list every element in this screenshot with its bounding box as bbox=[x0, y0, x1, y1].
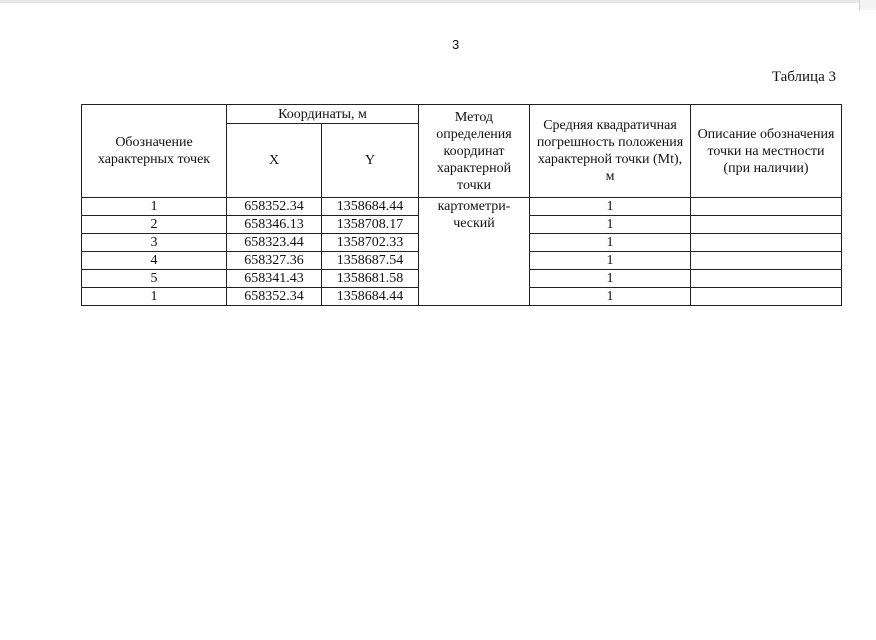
page-corner bbox=[859, 0, 876, 10]
cell-y: 1358687.54 bbox=[322, 252, 419, 270]
cell-error: 1 bbox=[530, 234, 691, 252]
header-method: Метод определения координат характерной точки bbox=[419, 105, 530, 198]
cell-y: 1358702.33 bbox=[322, 234, 419, 252]
cell-x: 658341.43 bbox=[227, 270, 322, 288]
cell-x: 658346.13 bbox=[227, 216, 322, 234]
cell-x: 658352.34 bbox=[227, 198, 322, 216]
cell-point: 5 bbox=[82, 270, 227, 288]
cell-point: 4 bbox=[82, 252, 227, 270]
cell-error: 1 bbox=[530, 288, 691, 306]
cell-x: 658323.44 bbox=[227, 234, 322, 252]
table-caption: Таблица 3 bbox=[771, 69, 836, 85]
cell-description bbox=[691, 216, 842, 234]
cell-description bbox=[691, 288, 842, 306]
cell-y: 1358681.58 bbox=[322, 270, 419, 288]
cell-x: 658352.34 bbox=[227, 288, 322, 306]
cell-point: 3 bbox=[82, 234, 227, 252]
cell-point: 1 bbox=[82, 198, 227, 216]
header-y: Y bbox=[322, 124, 419, 198]
coordinates-table bbox=[81, 104, 842, 306]
page-top-edge bbox=[0, 0, 876, 3]
header-description: Описание обозначения точки на местности (при наличии) bbox=[691, 105, 842, 198]
header-coordinates: Координаты, м bbox=[227, 105, 419, 124]
header-x: X bbox=[227, 124, 322, 198]
header-error: Средняя квадратичная погрешность положения характерной точки (Mt), м bbox=[530, 105, 691, 198]
cell-point: 2 bbox=[82, 216, 227, 234]
cell-point: 1 bbox=[82, 288, 227, 306]
cell-description bbox=[691, 234, 842, 252]
cell-error: 1 bbox=[530, 270, 691, 288]
cell-y: 1358708.17 bbox=[322, 216, 419, 234]
cell-description bbox=[691, 270, 842, 288]
cell-description bbox=[691, 198, 842, 216]
cell-x: 658327.36 bbox=[227, 252, 322, 270]
cell-description bbox=[691, 252, 842, 270]
cell-error: 1 bbox=[530, 252, 691, 270]
page-number: 3 bbox=[452, 37, 460, 52]
cell-y: 1358684.44 bbox=[322, 288, 419, 306]
table-row bbox=[82, 198, 842, 216]
cell-method: картометри- ческий bbox=[419, 198, 530, 306]
header-point-designation: Обозначение характерных точек bbox=[82, 105, 227, 198]
cell-y: 1358684.44 bbox=[322, 198, 419, 216]
cell-error: 1 bbox=[530, 198, 691, 216]
cell-error: 1 bbox=[530, 216, 691, 234]
